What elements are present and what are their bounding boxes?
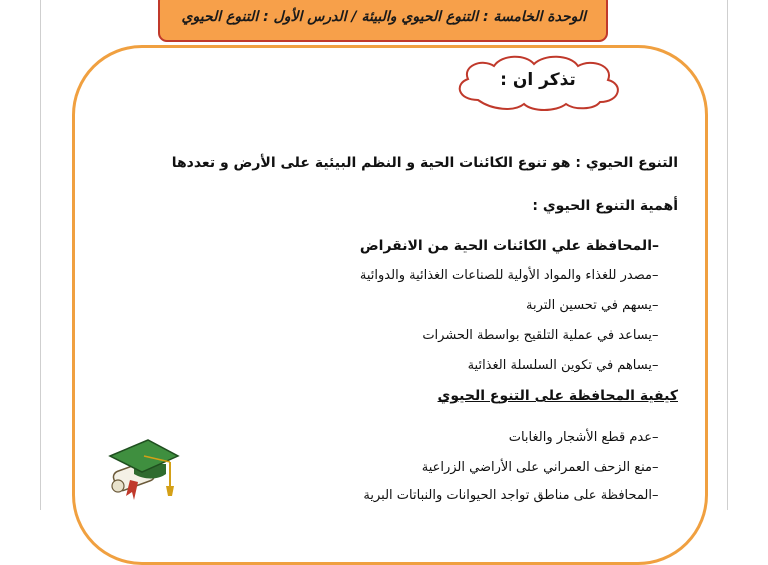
unit-banner xyxy=(158,0,608,42)
bullet-dash: – xyxy=(652,298,659,313)
list-item-text: يسهم في تحسين التربة xyxy=(526,298,652,313)
definition-text: التنوع الحيوي : هو تنوع الكائنات الحية و النظم البيئية على الأرض و تعددها xyxy=(171,155,678,171)
bullet-dash: – xyxy=(652,430,659,445)
bullet-dash: – xyxy=(652,460,659,475)
conservation-heading: كيفية المحافظة على التنوع الحيوي xyxy=(437,388,678,404)
graduation-cap-diploma-icon xyxy=(100,430,180,510)
left-margin-line xyxy=(40,0,41,510)
bullet-dash: – xyxy=(652,358,659,373)
list-item-text: يساهم في تكوين السلسلة الغذائية xyxy=(467,358,652,373)
remember-label: تذكر ان : xyxy=(500,70,576,90)
list-item xyxy=(363,488,678,503)
list-item-text: المحافظة علي الكائنات الحية من الانقراض xyxy=(359,238,652,254)
list-item xyxy=(360,238,678,254)
importance-heading: أهمية التنوع الحيوي : xyxy=(532,198,678,214)
list-item xyxy=(509,430,678,445)
remember-cloud xyxy=(448,52,628,112)
list-item-text: مصدر للغذاء والمواد الأولية للصناعات الغذائية والدوائية xyxy=(359,268,652,283)
bullet-dash: – xyxy=(652,268,659,283)
list-item-text: المحافظة على مناطق تواجد الحيوانات والنباتات البرية xyxy=(363,488,652,503)
bullet-dash: – xyxy=(652,328,659,343)
list-item-text: عدم قطع الأشجار والغابات xyxy=(508,430,652,445)
list-item xyxy=(360,268,678,283)
unit-banner-title: الوحدة الخامسة : التنوع الحيوي والبيئة / الدرس الأول : التنوع الحيوي xyxy=(181,9,586,25)
list-item xyxy=(468,358,678,373)
list-item xyxy=(422,328,678,343)
list-item xyxy=(422,460,678,475)
bullet-dash: – xyxy=(652,238,659,254)
list-item-text: يساعد في عملية التلقيح بواسطة الحشرات xyxy=(422,328,652,343)
bullet-dash: – xyxy=(652,488,659,503)
list-item xyxy=(526,298,678,313)
right-margin-line xyxy=(727,0,728,510)
list-item-text: منع الزحف العمراني على الأراضي الزراعية xyxy=(421,460,652,475)
